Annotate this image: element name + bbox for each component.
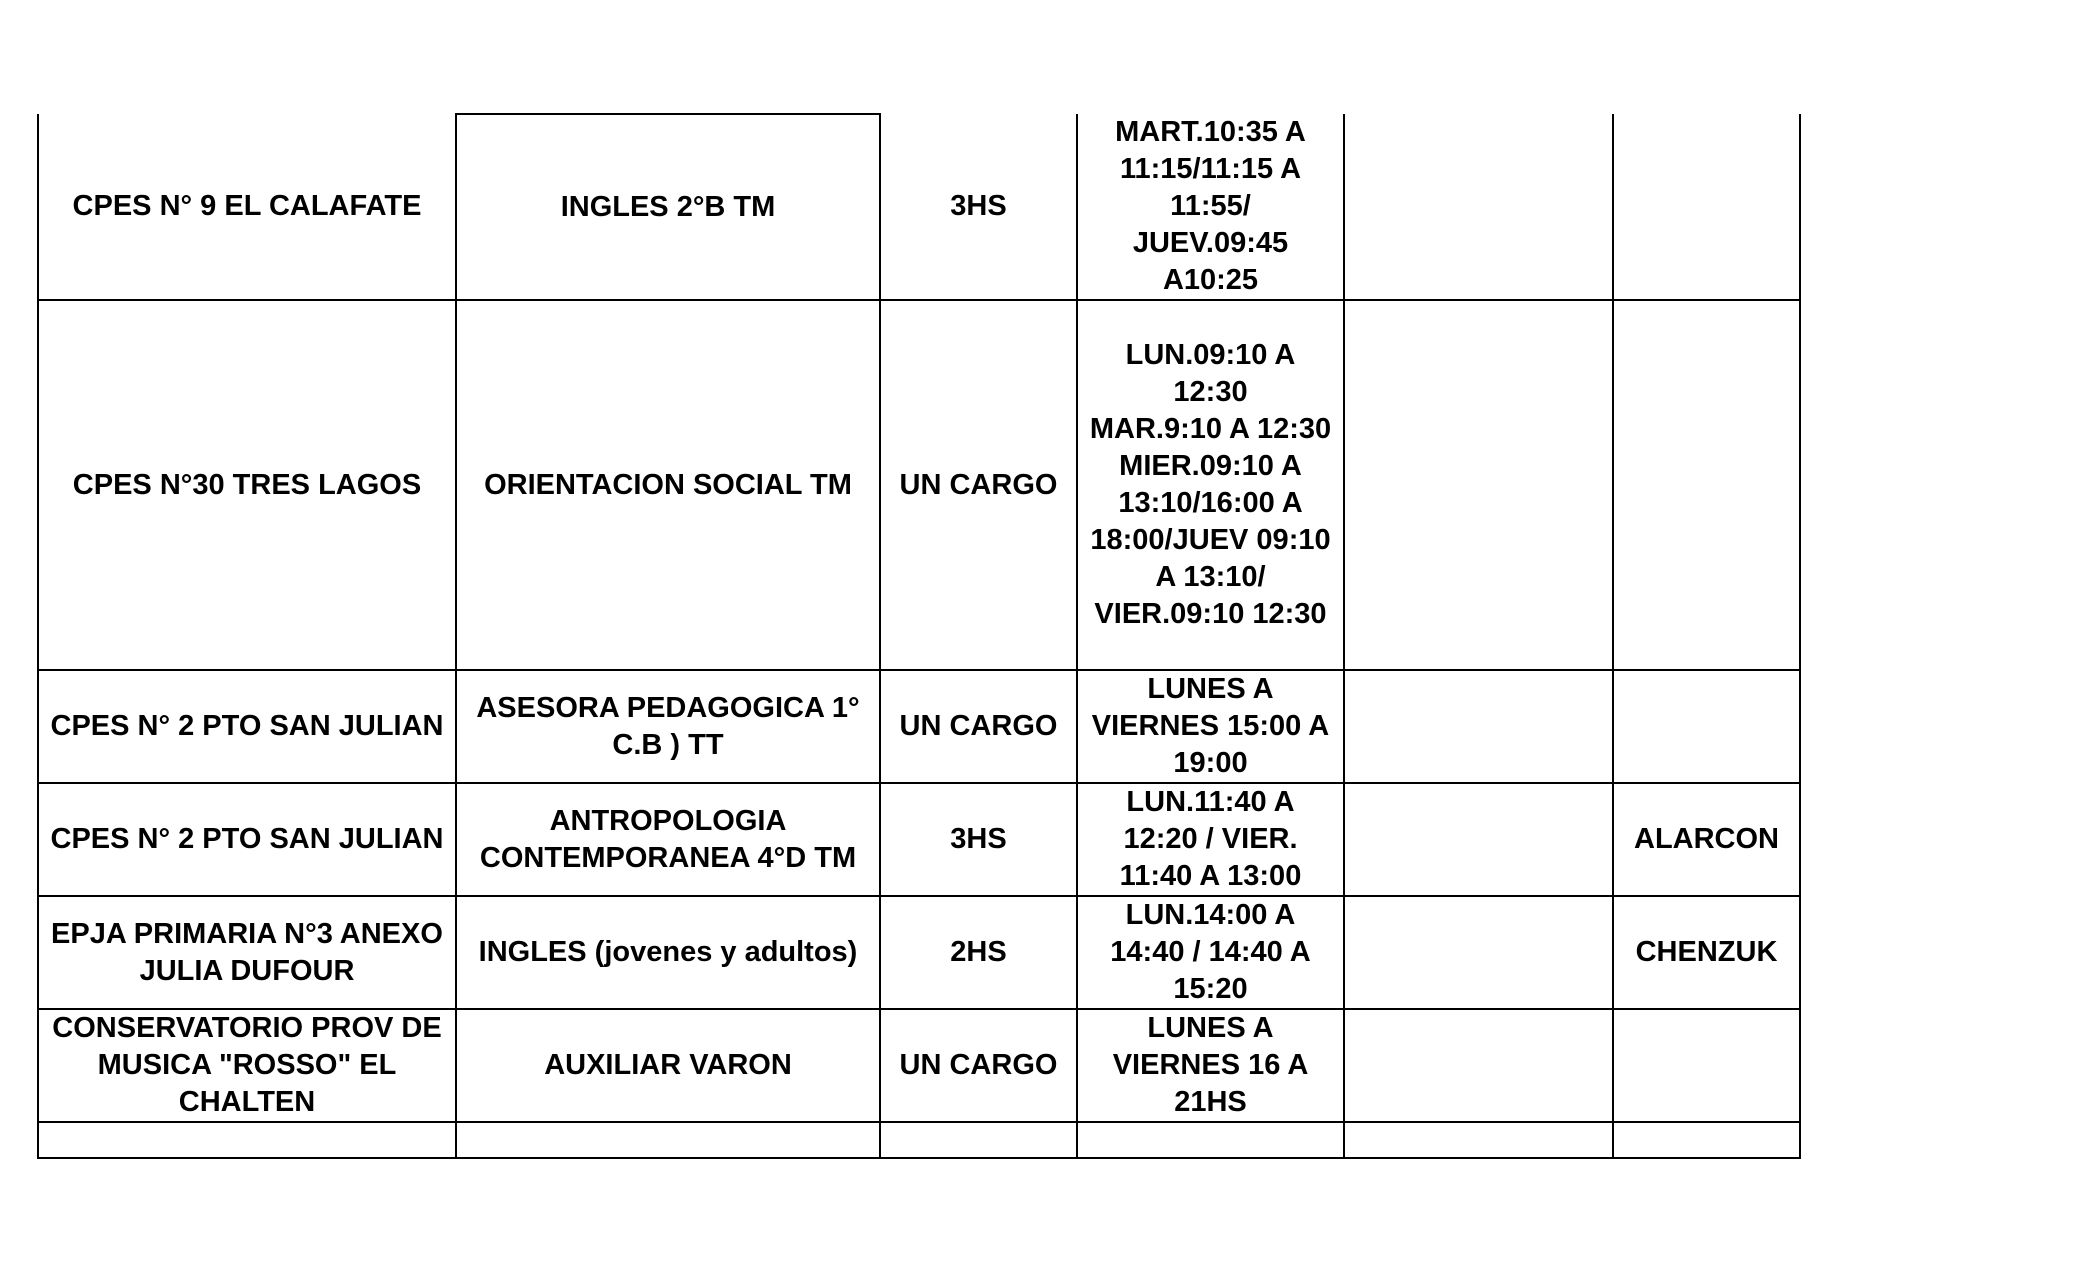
hours-cell: 2HS — [880, 896, 1077, 1009]
school-cell — [38, 1122, 456, 1158]
name-cell: CHENZUK — [1613, 896, 1800, 1009]
subject-cell: ASESORA PEDAGOGICA 1° C.B ) TT — [456, 670, 880, 783]
school-cell: CPES N°30 TRES LAGOS — [38, 300, 456, 670]
school-cell: CONSERVATORIO PROV DE MUSICA "ROSSO" EL CHALTEN — [38, 1009, 456, 1122]
hours-cell — [880, 1122, 1077, 1158]
extra-cell — [1344, 896, 1613, 1009]
schedule-cell: LUNES A VIERNES 16 A 21HS — [1077, 1009, 1344, 1122]
hours-cell: 3HS — [880, 783, 1077, 896]
school-cell: CPES N° 9 EL CALAFATE — [38, 114, 456, 300]
subject-cell: ORIENTACION SOCIAL TM — [456, 300, 880, 670]
school-cell: CPES N° 2 PTO SAN JULIAN — [38, 783, 456, 896]
school-cell: EPJA PRIMARIA N°3 ANEXO JULIA DUFOUR — [38, 896, 456, 1009]
table-row — [38, 1122, 1800, 1158]
table-row — [38, 783, 1800, 896]
table-row — [38, 670, 1800, 783]
table-row — [38, 1009, 1800, 1122]
schedule-cell — [1077, 1122, 1344, 1158]
table-row — [38, 114, 1800, 300]
table-row — [38, 300, 1800, 670]
name-cell — [1613, 1009, 1800, 1122]
extra-cell — [1344, 670, 1613, 783]
schedule-cell: LUN.11:40 A 12:20 / VIER. 11:40 A 13:00 — [1077, 783, 1344, 896]
schedule-cell: LUN.09:10 A 12:30 MAR.9:10 A 12:30 MIER.09:10 A 13:10/16:00 A 18:00/JUEV 09:10 A 13:10/ VIER.09:10 12:30 — [1077, 300, 1344, 670]
subject-cell — [456, 1122, 880, 1158]
hours-cell: UN CARGO — [880, 300, 1077, 670]
name-cell — [1613, 670, 1800, 783]
assignments-table — [37, 113, 1801, 1159]
extra-cell — [1344, 1009, 1613, 1122]
hours-cell: UN CARGO — [880, 670, 1077, 783]
school-cell: CPES N° 2 PTO SAN JULIAN — [38, 670, 456, 783]
extra-cell — [1344, 783, 1613, 896]
name-cell: ALARCON — [1613, 783, 1800, 896]
name-cell — [1613, 114, 1800, 300]
table-row — [38, 896, 1800, 1009]
subject-cell: ANTROPOLOGIA CONTEMPORANEA 4°D TM — [456, 783, 880, 896]
subject-cell: INGLES 2°B TM — [456, 114, 880, 300]
schedule-cell: LUN.14:00 A 14:40 / 14:40 A 15:20 — [1077, 896, 1344, 1009]
schedule-cell: MART.10:35 A 11:15/11:15 A 11:55/ JUEV.09:45 A10:25 — [1077, 114, 1344, 300]
hours-cell: UN CARGO — [880, 1009, 1077, 1122]
hours-cell: 3HS — [880, 114, 1077, 300]
extra-cell — [1344, 300, 1613, 670]
subject-cell: INGLES (jovenes y adultos) — [456, 896, 880, 1009]
extra-cell — [1344, 1122, 1613, 1158]
schedule-cell: LUNES A VIERNES 15:00 A 19:00 — [1077, 670, 1344, 783]
spreadsheet-page — [37, 113, 1801, 1159]
subject-cell: AUXILIAR VARON — [456, 1009, 880, 1122]
name-cell — [1613, 300, 1800, 670]
extra-cell — [1344, 114, 1613, 300]
name-cell — [1613, 1122, 1800, 1158]
